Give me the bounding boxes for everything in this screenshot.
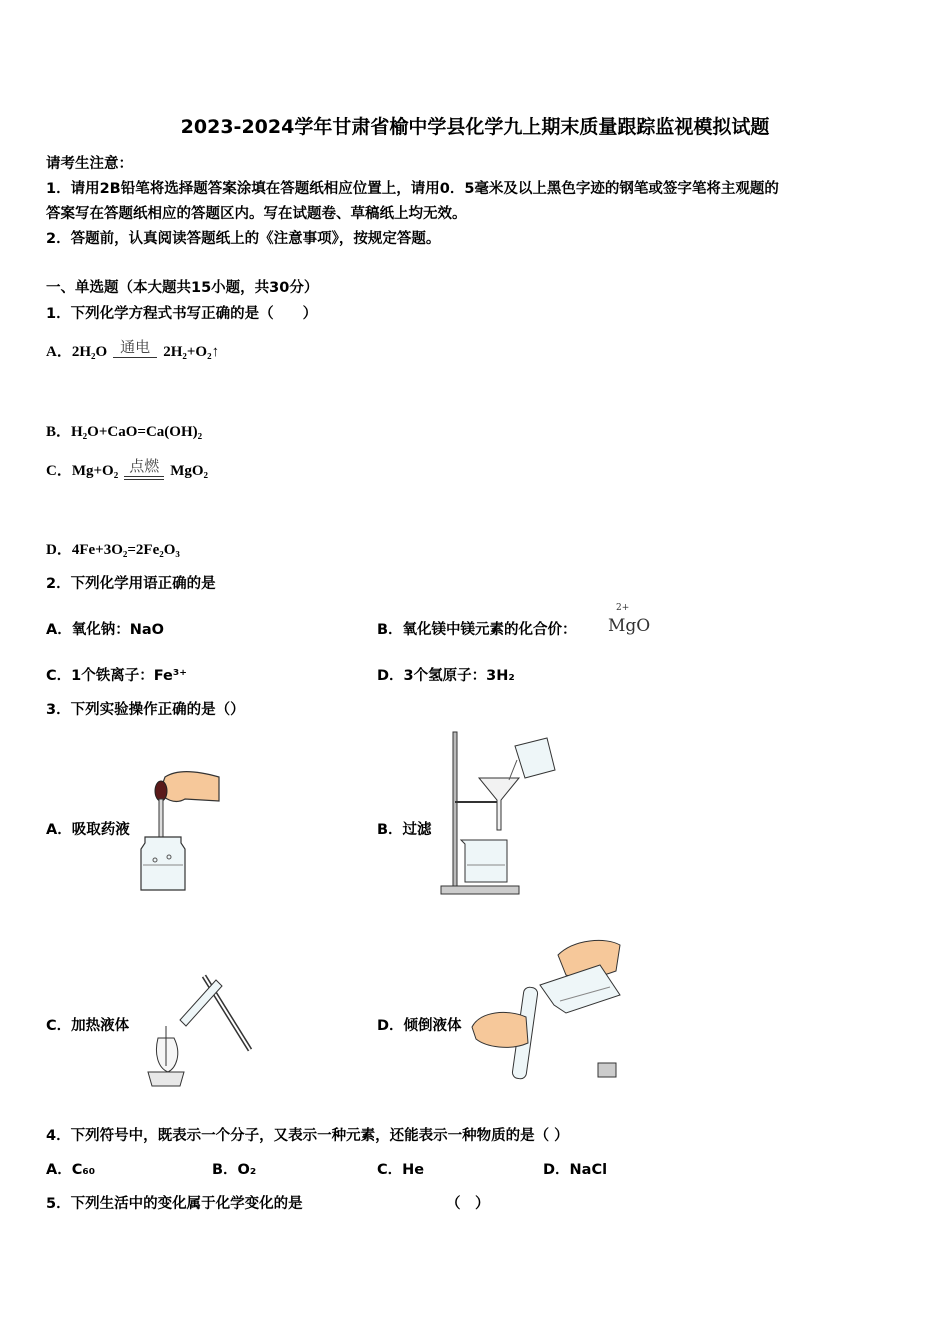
notice-line-1b: 答案写在答题纸相应的答题区内。写在试题卷、草稿纸上均无效。 — [46, 206, 467, 222]
page-title: 2023-2024学年甘肃省榆中学县化学九上期末质量跟踪监视模拟试题 — [180, 116, 770, 138]
q1-stem: 1．下列化学方程式书写正确的是（ ） — [46, 306, 318, 322]
q1-a-condition: 通电 — [120, 338, 151, 356]
section-heading: 一、单选题（本大题共15小题，共30分） — [46, 280, 319, 296]
q1-a-label: A． — [46, 344, 72, 360]
notice-heading: 请考生注意： — [46, 156, 133, 172]
q4-option-d[interactable]: D．NaCl — [543, 1162, 608, 1178]
q1-a-arrow-line — [113, 357, 157, 361]
q2-option-c[interactable]: C．1个铁离子：Fe³⁺ — [46, 668, 187, 684]
q4-stem: 4．下列符号中，既表示一个分子，又表示一种元素，还能表示一种物质的是（ ） — [46, 1128, 569, 1144]
q3-option-b[interactable]: B．过滤 — [377, 822, 432, 838]
q4-option-c[interactable]: C．He — [377, 1162, 425, 1178]
q1-option-d[interactable]: D．4Fe+3O₂=2Fe₂O₃ — [46, 542, 180, 558]
q3-option-d[interactable]: D．倾倒液体 — [377, 1018, 462, 1034]
dropper-bottle-illustration — [135, 765, 225, 895]
q1-c-equals-line — [124, 476, 164, 480]
q1-c-left: Mg+O₂ — [71, 463, 119, 479]
q1-c-label: C． — [46, 463, 72, 479]
q1-a-left: 2H₂O — [71, 344, 108, 360]
q2-b-charge: 2+ — [616, 603, 630, 613]
heating-liquid-illustration — [140, 970, 260, 1090]
q5-stem: 5．下列生活中的变化属于化学变化的是 — [46, 1196, 303, 1212]
q2-stem: 2．下列化学用语正确的是 — [46, 576, 216, 592]
q1-option-a[interactable] — [46, 336, 219, 361]
notice-line-2: 2．答题前，认真阅读答题纸上的《注意事项》，按规定答题。 — [46, 231, 441, 247]
q1-d-text: 4Fe+3O₂=2Fe₂O₃ — [71, 542, 180, 558]
q1-b-text: H₂O+CaO=Ca(OH)₂ — [71, 424, 203, 440]
q5-answer-paren: （ ） — [446, 1196, 490, 1212]
q2-option-b[interactable]: B．氧化镁中镁元素的化合价： — [377, 622, 577, 638]
filtration-illustration — [437, 730, 562, 900]
q1-c-right: MgO₂ — [170, 463, 209, 479]
q3-option-a[interactable]: A．吸取药液 — [46, 822, 130, 838]
notice-line-1a: 1．请用2B铅笔将选择题答案涂填在答题纸相应位置上，请用0．5毫米及以上黑色字迹的钢笔或签字笔将主观题的 — [46, 181, 779, 197]
pouring-liquid-illustration — [470, 935, 635, 1085]
q2-option-d[interactable]: D．3个氢原子：3H₂ — [377, 668, 515, 684]
q1-c-condition: 点燃 — [129, 457, 160, 475]
q4-option-b[interactable]: B．O₂ — [212, 1162, 257, 1178]
q1-option-c[interactable] — [46, 455, 208, 480]
q3-option-c[interactable]: C．加热液体 — [46, 1018, 130, 1034]
q4-option-a[interactable]: A．C₆₀ — [46, 1162, 96, 1178]
q1-option-b[interactable]: B．H₂O+CaO=Ca(OH)₂ — [46, 424, 203, 440]
q1-a-right: 2H₂+O₂↑ — [163, 344, 220, 360]
q2-option-a[interactable]: A．氧化钠：NaO — [46, 622, 164, 638]
q3-stem: 3．下列实验操作正确的是（） — [46, 702, 245, 718]
